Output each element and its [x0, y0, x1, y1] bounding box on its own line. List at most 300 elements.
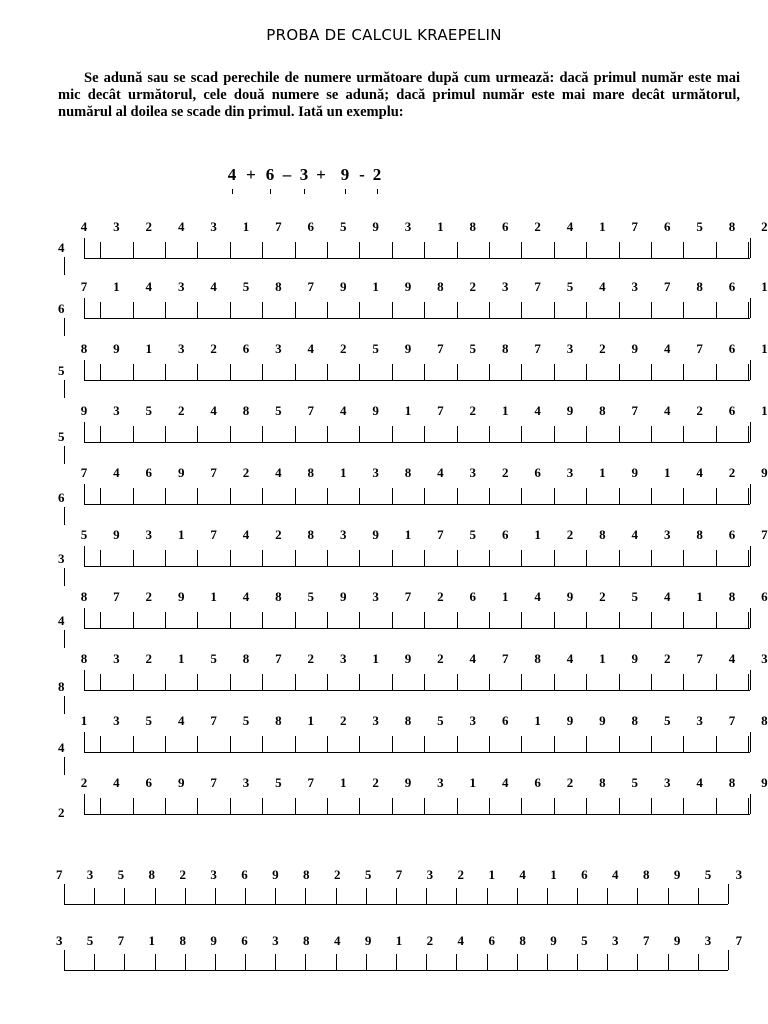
- answer-slot-tick: [275, 888, 276, 904]
- answer-slot-tick: [230, 736, 231, 752]
- answer-slot-tick: [651, 426, 652, 442]
- answer-slot-tick: [327, 242, 328, 258]
- answer-slot-tick: [262, 242, 263, 258]
- row-number: 7: [307, 279, 315, 294]
- answer-slot-tick: [748, 550, 749, 566]
- answer-line: [84, 566, 750, 567]
- answer-slot-tick: [100, 488, 101, 504]
- answer-slot-tick: [728, 884, 729, 904]
- answer-slot-tick: [554, 364, 555, 380]
- answer-slot-tick: [424, 736, 425, 752]
- row-number: 5: [210, 651, 217, 666]
- answer-slot-tick: [84, 608, 85, 628]
- answer-slot-tick: [133, 426, 134, 442]
- example-token: –: [282, 165, 292, 184]
- answer-slot-tick: [554, 798, 555, 814]
- answer-slot-tick: [392, 612, 393, 628]
- row-number: 3: [272, 933, 279, 948]
- answer-line: [84, 318, 750, 319]
- row-number: 3: [86, 867, 94, 882]
- answer-slot-tick: [554, 550, 555, 566]
- answer-slot-tick: [100, 364, 101, 380]
- answer-slot-tick: [748, 302, 749, 318]
- example-token: 4: [227, 165, 237, 184]
- answer-slot-tick: [750, 608, 751, 628]
- answer-slot-tick: [327, 736, 328, 752]
- answer-slot-tick: [197, 736, 198, 752]
- row-start-number: 2: [58, 805, 65, 820]
- answer-slot-tick: [262, 736, 263, 752]
- answer-line: [84, 690, 750, 691]
- row-number: 1: [696, 589, 703, 604]
- row-number: 1: [761, 403, 768, 418]
- row-number: 5: [581, 933, 588, 948]
- answer-slot-tick: [521, 302, 522, 318]
- answer-slot-tick: [716, 736, 717, 752]
- row-number: 2: [145, 219, 153, 234]
- answer-slot-tick: [245, 888, 246, 904]
- answer-slot-tick: [230, 426, 231, 442]
- answer-slot-tick: [197, 488, 198, 504]
- answer-slot-tick: [716, 426, 717, 442]
- row-number: 3: [566, 465, 574, 480]
- row-number: 3: [501, 279, 509, 294]
- row-number: 4: [457, 933, 465, 948]
- row-number: 1: [761, 279, 768, 294]
- row-number: 3: [275, 341, 282, 356]
- row-number: 1: [761, 341, 768, 356]
- row-number: 3: [339, 651, 347, 666]
- answer-slot-tick: [457, 426, 458, 442]
- answer-slot-tick: [457, 798, 458, 814]
- answer-slot-tick: [366, 954, 367, 970]
- answer-slot-tick: [750, 360, 751, 380]
- answer-slot-tick: [64, 950, 65, 970]
- answer-slot-tick: [489, 488, 490, 504]
- row-start-number: 4: [58, 740, 65, 755]
- row-number: 1: [501, 589, 509, 604]
- row-number: 7: [117, 933, 125, 948]
- row-number: 8: [696, 279, 703, 294]
- answer-slot-tick: [619, 364, 620, 380]
- answer-slot-tick: [197, 674, 198, 690]
- answer-slot-tick: [619, 302, 620, 318]
- row-number: 8: [728, 775, 736, 790]
- example-token: 9: [340, 165, 350, 184]
- row-number: 4: [696, 465, 703, 480]
- page-title: PROBA DE CALCUL KRAEPELIN: [266, 26, 502, 44]
- row-number: 4: [210, 279, 217, 294]
- row-number: 2: [275, 527, 282, 542]
- row-number: 2: [177, 403, 185, 418]
- row-number: 2: [372, 775, 379, 790]
- row-number: 2: [145, 589, 153, 604]
- answer-slot-tick: [750, 484, 751, 504]
- row-number: 5: [307, 589, 315, 604]
- row-number: 5: [242, 713, 250, 728]
- row-number: 3: [612, 933, 619, 948]
- answer-slot-tick: [359, 550, 360, 566]
- row-number: 1: [599, 465, 606, 480]
- answer-slot-tick: [84, 670, 85, 690]
- answer-slot-tick: [327, 550, 328, 566]
- answer-slot-tick: [295, 302, 296, 318]
- answer-slot-tick: [327, 302, 328, 318]
- row-number: 3: [761, 651, 768, 666]
- row-number: 4: [275, 465, 282, 480]
- answer-slot-tick: [750, 546, 751, 566]
- answer-slot-tick: [392, 798, 393, 814]
- row-number: 4: [599, 279, 606, 294]
- row-number: 6: [663, 219, 671, 234]
- row-number: 7: [631, 219, 639, 234]
- row-number: 1: [148, 933, 156, 948]
- row-number: 1: [437, 219, 444, 234]
- row-number: 8: [469, 219, 477, 234]
- example-token: +: [316, 165, 326, 184]
- row-number: 7: [696, 651, 703, 666]
- row-number: 6: [728, 403, 736, 418]
- row-number: 9: [339, 589, 347, 604]
- row-number: 2: [663, 651, 671, 666]
- answer-slot-tick: [165, 550, 166, 566]
- row-number: 4: [307, 341, 315, 356]
- answer-slot-tick: [94, 954, 95, 970]
- row-number: 2: [534, 219, 541, 234]
- answer-slot-tick: [487, 888, 488, 904]
- answer-slot-tick: [100, 612, 101, 628]
- row-connector: [64, 446, 65, 464]
- row-number: 9: [372, 527, 379, 542]
- answer-slot-tick: [215, 888, 216, 904]
- answer-slot-tick: [619, 798, 620, 814]
- answer-slot-tick: [487, 954, 488, 970]
- answer-slot-tick: [295, 736, 296, 752]
- row-number: 9: [404, 279, 412, 294]
- answer-slot-tick: [577, 954, 578, 970]
- answer-slot-tick: [165, 364, 166, 380]
- answer-slot-tick: [366, 888, 367, 904]
- answer-slot-tick: [230, 488, 231, 504]
- answer-slot-tick: [748, 674, 749, 690]
- row-number: 7: [275, 219, 282, 234]
- answer-slot-tick: [748, 798, 749, 814]
- answer-slot-tick: [683, 798, 684, 814]
- answer-slot-tick: [716, 302, 717, 318]
- row-number: 1: [663, 465, 671, 480]
- row-number: 9: [177, 589, 185, 604]
- row-number: 4: [80, 219, 88, 234]
- row-number: 2: [437, 651, 444, 666]
- answer-slot-tick: [359, 302, 360, 318]
- row-number: 1: [488, 867, 495, 882]
- row-number: 5: [339, 219, 347, 234]
- row-number: 4: [696, 775, 703, 790]
- row-number: 3: [631, 279, 639, 294]
- answer-slot-tick: [716, 612, 717, 628]
- row-number: 5: [566, 279, 574, 294]
- answer-slot-tick: [683, 242, 684, 258]
- answer-slot-tick: [295, 674, 296, 690]
- answer-slot-tick: [651, 302, 652, 318]
- row-number: 8: [519, 933, 526, 948]
- row-number: 2: [426, 933, 434, 948]
- row-number: 5: [86, 933, 94, 948]
- row-number: 5: [631, 589, 639, 604]
- row-connector: [64, 696, 65, 714]
- answer-slot-tick: [489, 364, 490, 380]
- answer-slot-tick: [547, 888, 548, 904]
- example-token: +: [246, 165, 256, 184]
- row-number: 7: [80, 279, 88, 294]
- row-number: 3: [704, 933, 712, 948]
- answer-slot-tick: [275, 954, 276, 970]
- answer-slot-tick: [728, 950, 729, 970]
- row-number: 7: [210, 527, 217, 542]
- answer-slot-tick: [295, 426, 296, 442]
- row-number: 8: [728, 219, 736, 234]
- answer-slot-tick: [554, 426, 555, 442]
- row-number: 1: [145, 341, 153, 356]
- answer-slot-tick: [165, 242, 166, 258]
- answer-slot-tick: [683, 736, 684, 752]
- row-number: 4: [566, 219, 574, 234]
- row-start-number: 3: [58, 551, 65, 566]
- answer-slot-tick: [197, 302, 198, 318]
- row-number: 2: [333, 867, 341, 882]
- answer-slot-tick: [586, 302, 587, 318]
- answer-slot-tick: [750, 298, 751, 318]
- answer-line: [64, 970, 728, 971]
- answer-slot-tick: [359, 674, 360, 690]
- answer-slot-tick: [457, 736, 458, 752]
- answer-slot-tick: [521, 612, 522, 628]
- row-number: 8: [599, 527, 606, 542]
- row-number: 5: [145, 713, 153, 728]
- row-number: 8: [307, 465, 315, 480]
- answer-slot-tick: [327, 798, 328, 814]
- answer-slot-tick: [295, 550, 296, 566]
- row-number: 9: [80, 403, 88, 418]
- answer-slot-tick: [133, 364, 134, 380]
- answer-slot-tick: [683, 364, 684, 380]
- answer-slot-tick: [185, 954, 186, 970]
- row-number: 7: [534, 341, 541, 356]
- answer-slot-tick: [651, 674, 652, 690]
- row-number: 8: [275, 589, 282, 604]
- answer-slot-tick: [619, 674, 620, 690]
- answer-slot-tick: [457, 550, 458, 566]
- answer-slot-tick: [336, 888, 337, 904]
- row-number: 5: [80, 527, 88, 542]
- answer-slot-tick: [262, 302, 263, 318]
- row-number: 8: [404, 713, 412, 728]
- row-number: 1: [80, 713, 88, 728]
- row-number: 3: [426, 867, 434, 882]
- answer-slot-tick: [619, 612, 620, 628]
- row-number: 9: [566, 589, 574, 604]
- row-number: 5: [145, 403, 153, 418]
- answer-slot-tick: [651, 612, 652, 628]
- row-number: 4: [501, 775, 509, 790]
- answer-slot-tick: [165, 736, 166, 752]
- row-number: 8: [534, 651, 541, 666]
- answer-slot-tick: [577, 888, 578, 904]
- row-number: 8: [275, 279, 282, 294]
- row-number: 7: [113, 589, 120, 604]
- answer-slot-tick: [230, 302, 231, 318]
- row-number: 9: [550, 933, 557, 948]
- row-number: 8: [761, 713, 768, 728]
- answer-slot-tick: [554, 242, 555, 258]
- answer-slot-tick: [637, 888, 638, 904]
- row-number: 1: [372, 279, 379, 294]
- answer-slot-tick: [100, 798, 101, 814]
- answer-line: [84, 752, 750, 753]
- answer-slot-tick: [165, 798, 166, 814]
- row-number: 8: [501, 341, 509, 356]
- answer-slot-tick: [521, 426, 522, 442]
- row-number: 4: [113, 775, 120, 790]
- answer-slot-tick: [359, 798, 360, 814]
- answer-slot-tick: [619, 488, 620, 504]
- row-number: 4: [663, 341, 671, 356]
- row-number: 7: [735, 933, 743, 948]
- row-number: 1: [599, 651, 606, 666]
- answer-slot-tick: [619, 426, 620, 442]
- answer-slot-tick: [619, 550, 620, 566]
- answer-slot-tick: [457, 302, 458, 318]
- row-number: 1: [501, 403, 509, 418]
- row-connector: [64, 757, 65, 775]
- answer-slot-tick: [651, 550, 652, 566]
- row-number: 6: [728, 279, 736, 294]
- answer-slot-tick: [424, 426, 425, 442]
- answer-slot-tick: [392, 674, 393, 690]
- row-number: 7: [437, 403, 444, 418]
- row-connector: [64, 257, 65, 275]
- answer-slot-tick: [392, 736, 393, 752]
- answer-line: [64, 904, 728, 905]
- row-number: 3: [437, 775, 444, 790]
- row-number: 8: [696, 527, 703, 542]
- row-number: 6: [534, 775, 541, 790]
- row-number: 2: [566, 527, 574, 542]
- answer-slot-tick: [607, 954, 608, 970]
- row-number: 9: [372, 403, 379, 418]
- answer-slot-tick: [651, 488, 652, 504]
- row-number: 2: [307, 651, 315, 666]
- row-number: 2: [566, 775, 574, 790]
- answer-slot-tick: [392, 364, 393, 380]
- answer-slot-tick: [155, 888, 156, 904]
- row-number: 4: [566, 651, 574, 666]
- row-connector: [64, 630, 65, 648]
- answer-slot-tick: [554, 736, 555, 752]
- answer-slot-tick: [424, 488, 425, 504]
- answer-slot-tick: [133, 242, 134, 258]
- answer-slot-tick: [424, 550, 425, 566]
- row-number: 3: [372, 713, 379, 728]
- row-number: 6: [307, 219, 315, 234]
- row-number: 7: [210, 465, 217, 480]
- example-token: 2: [372, 165, 382, 184]
- answer-slot-tick: [84, 238, 85, 258]
- row-number: 6: [501, 713, 509, 728]
- row-number: 4: [145, 279, 153, 294]
- row-number: 1: [307, 713, 315, 728]
- answer-slot-tick: [359, 364, 360, 380]
- row-number: 3: [469, 465, 477, 480]
- row-number: 4: [242, 589, 250, 604]
- row-number: 9: [631, 341, 639, 356]
- answer-slot-tick: [424, 612, 425, 628]
- answer-slot-tick: [84, 484, 85, 504]
- row-number: 4: [534, 403, 541, 418]
- row-number: 4: [663, 589, 671, 604]
- row-number: 4: [113, 465, 120, 480]
- answer-slot-tick: [84, 360, 85, 380]
- answer-slot-tick: [230, 550, 231, 566]
- row-number: 4: [210, 403, 217, 418]
- answer-slot-tick: [489, 612, 490, 628]
- row-number: 4: [339, 403, 347, 418]
- answer-slot-tick: [197, 550, 198, 566]
- row-number: 9: [177, 465, 185, 480]
- row-number: 7: [437, 527, 444, 542]
- answer-slot-tick: [392, 242, 393, 258]
- row-number: 6: [145, 775, 153, 790]
- row-start-number: 6: [58, 301, 65, 316]
- answer-slot-tick: [305, 888, 306, 904]
- answer-slot-tick: [295, 364, 296, 380]
- answer-slot-tick: [750, 238, 751, 258]
- row-number: 5: [275, 775, 282, 790]
- row-number: 7: [307, 403, 315, 418]
- row-number: 8: [242, 403, 250, 418]
- row-number: 3: [113, 219, 120, 234]
- row-number: 6: [242, 341, 250, 356]
- row-number: 9: [761, 775, 768, 790]
- answer-slot-tick: [327, 612, 328, 628]
- answer-slot-tick: [424, 674, 425, 690]
- row-number: 2: [728, 465, 736, 480]
- row-number: 7: [728, 713, 736, 728]
- row-number: 4: [333, 933, 341, 948]
- answer-slot-tick: [392, 550, 393, 566]
- answer-slot-tick: [748, 364, 749, 380]
- row-number: 9: [339, 279, 347, 294]
- row-number: 8: [80, 651, 88, 666]
- answer-slot-tick: [554, 674, 555, 690]
- answer-slot-tick: [133, 798, 134, 814]
- answer-slot-tick: [698, 888, 699, 904]
- answer-slot-tick: [327, 488, 328, 504]
- row-number: 6: [241, 867, 248, 882]
- answer-slot-tick: [100, 242, 101, 258]
- answer-slot-tick: [521, 550, 522, 566]
- row-number: 9: [761, 465, 768, 480]
- row-number: 7: [663, 279, 671, 294]
- row-number: 9: [673, 933, 681, 948]
- row-number: 8: [642, 867, 650, 882]
- row-number: 3: [113, 713, 120, 728]
- answer-line: [84, 628, 750, 629]
- row-number: 3: [372, 465, 379, 480]
- answer-slot-tick: [245, 954, 246, 970]
- answer-slot-tick: [521, 674, 522, 690]
- row-number: 6: [488, 933, 495, 948]
